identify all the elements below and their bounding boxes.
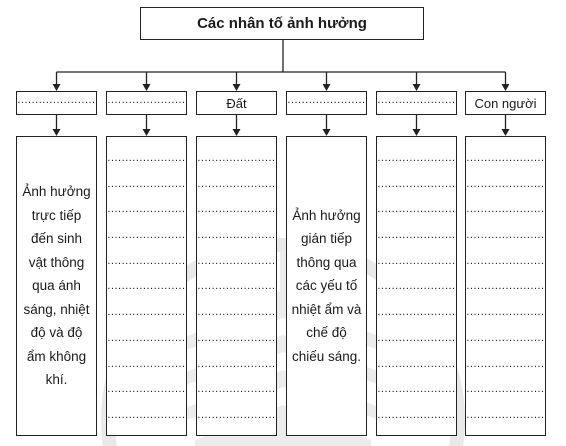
- blank-line: ......................: [107, 280, 186, 293]
- blank-line: ......................: [466, 280, 545, 293]
- factor-body-2: [106, 136, 187, 436]
- blank-line: ......................: [377, 331, 456, 344]
- blank-line: ......................: [377, 383, 456, 396]
- factor-header-1: [16, 91, 97, 115]
- diagram-title: Các nhân tố ảnh hưởng: [140, 7, 424, 40]
- blank-line: ......................: [197, 229, 276, 242]
- blank-line: ......................: [377, 357, 456, 370]
- blank-line: ......................: [197, 254, 276, 267]
- blank-line: ......................: [197, 383, 276, 396]
- blank-line: ......................: [197, 357, 276, 370]
- factor-header-6: [465, 91, 546, 115]
- blank-line: ......................: [466, 357, 545, 370]
- factor-header-4: [286, 91, 367, 115]
- blank-line: ......................: [377, 306, 456, 319]
- blank-line: ......................: [197, 306, 276, 319]
- blank-line: ......................: [107, 331, 186, 344]
- blank-line: ......................: [466, 383, 545, 396]
- header-arrow-4: [323, 84, 331, 91]
- body-arrow-5: [413, 129, 421, 136]
- blank-line: ......................: [466, 152, 545, 164]
- blank-line: ......................: [377, 152, 456, 164]
- blank-line: ......................: [107, 229, 186, 242]
- blank-placeholder: ......................: [107, 94, 186, 106]
- blank-line: ......................: [466, 331, 545, 344]
- factor-header-5: [376, 91, 457, 115]
- blank-lines: [377, 151, 456, 434]
- blank-line: ......................: [107, 254, 186, 267]
- blank-line: ......................: [377, 408, 456, 421]
- factor-header-label: Con người: [474, 95, 537, 111]
- factor-body-5: [376, 136, 457, 436]
- header-arrow-3: [233, 84, 241, 91]
- blank-line: ......................: [197, 280, 276, 293]
- blank-line: ......................: [107, 357, 186, 370]
- header-arrow-5: [413, 84, 421, 91]
- blank-line: ......................: [466, 254, 545, 267]
- blank-line: ......................: [197, 177, 276, 190]
- blank-line: ......................: [107, 408, 186, 421]
- blank-line: ......................: [197, 331, 276, 344]
- blank-placeholder: ......................: [17, 94, 96, 106]
- blank-line: ......................: [466, 306, 545, 319]
- blank-line: ......................: [466, 177, 545, 190]
- body-arrow-4: [323, 129, 331, 136]
- body-arrow-3: [233, 129, 241, 136]
- body-arrow-1: [53, 129, 61, 136]
- blank-line: ......................: [377, 254, 456, 267]
- factor-header-3: [196, 91, 277, 115]
- factor-body-4: [286, 136, 367, 436]
- header-arrow-2: [143, 84, 151, 91]
- blank-lines: [197, 151, 276, 434]
- factor-header-2: [106, 91, 187, 115]
- blank-line: ......................: [197, 203, 276, 216]
- factor-description: Ảnh hưởng gián tiếp thông qua các yếu tố nhiệt ẩm và chế độ chiếu sáng.: [291, 207, 362, 364]
- body-arrow-2: [143, 129, 151, 136]
- factor-body-3: [196, 136, 277, 436]
- blank-line: ......................: [107, 203, 186, 216]
- header-arrow-1: [53, 84, 61, 91]
- body-arrow-6: [502, 129, 510, 136]
- blank-line: ......................: [377, 280, 456, 293]
- blank-line: ......................: [107, 306, 186, 319]
- factor-description: Ảnh hưởng trực tiếp đến sinh vật thông qua ánh sáng, nhiệt độ và độ ẩm không khí.: [22, 184, 91, 388]
- blank-line: ......................: [197, 152, 276, 164]
- factor-body-1: [16, 136, 97, 436]
- blank-line: ......................: [197, 408, 276, 421]
- blank-lines: [466, 151, 545, 434]
- blank-line: ......................: [466, 229, 545, 242]
- blank-line: ......................: [466, 203, 545, 216]
- blank-line: ......................: [107, 152, 186, 164]
- blank-placeholder: ......................: [287, 94, 366, 106]
- blank-lines: [107, 151, 186, 434]
- blank-placeholder: ......................: [377, 94, 456, 106]
- blank-line: ......................: [377, 203, 456, 216]
- blank-line: ......................: [466, 408, 545, 421]
- header-arrow-6: [502, 84, 510, 91]
- factor-body-6: [465, 136, 546, 436]
- blank-line: ......................: [377, 229, 456, 242]
- factor-header-label: Đất: [226, 95, 247, 111]
- blank-line: ......................: [107, 383, 186, 396]
- blank-line: ......................: [377, 177, 456, 190]
- blank-line: ......................: [107, 177, 186, 190]
